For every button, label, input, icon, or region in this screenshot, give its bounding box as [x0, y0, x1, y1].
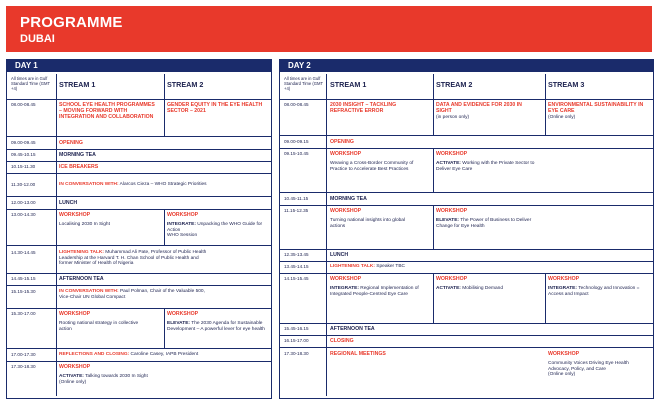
session-line: [330, 264, 530, 270]
time-slot: 15.30-17.00: [11, 311, 36, 316]
session-label: LIGHTENING TALK:: [330, 264, 375, 269]
time-slot: 09.00-09.15: [284, 139, 309, 144]
time-slot: 08.00-08.45: [284, 102, 309, 107]
day1-panel: [6, 59, 272, 399]
session-keyword: ACTIVATE:: [436, 286, 461, 291]
time-slot: 12.00-13.00: [11, 200, 36, 205]
workshop-label: WORKSHOP: [436, 276, 468, 282]
time-slot: 09.15-10.45: [284, 151, 309, 156]
session-text: Technology and Innovation = Access and Impact: [548, 286, 640, 297]
session-line: [59, 289, 209, 300]
time-slot: 17.00-17.30: [11, 352, 36, 357]
session-line: [59, 182, 264, 188]
session-label: IN CONVERSATION WITH:: [59, 182, 119, 187]
break-label: LUNCH: [59, 200, 78, 206]
session-note: WHO Session: [167, 233, 198, 239]
time-slot: 16.15-17.00: [284, 338, 309, 343]
break-label: MORNING TEA: [59, 152, 96, 158]
session-detail: Speaker TBC: [374, 264, 405, 269]
session-text: The Power of Business to Deliver Change for Eye Health: [436, 218, 532, 229]
session-text: The 2030 Agenda for Sustainable Development – A powerful lever for eye health: [167, 321, 265, 332]
session-detail: Rooting national strategy in collective action: [59, 321, 139, 332]
session-title: 2030 INSIGHT – TACKLING REFRACTIVE ERROR: [330, 102, 397, 114]
time-slot: 11.15-12.35: [284, 208, 309, 213]
session-keyword: ACTIVATE:: [436, 161, 461, 166]
workshop-label: WORKSHOP: [436, 208, 468, 214]
session-text: Unpacking the WHO Guide for Action: [167, 222, 263, 233]
time-slot: 17.30-18.30: [11, 364, 36, 369]
session-detail: Weaving a Cross-Border Community of Practice to Accelerate Best Practices: [330, 161, 414, 172]
session-label: LIGHTENING TALK:: [59, 250, 104, 255]
workshop-label: WORKSHOP: [59, 311, 91, 317]
time-slot: 13.00-14.30: [11, 212, 36, 217]
session-title: ENVIRONMENTAL SUSTAINABILITY IN EYE CARE: [548, 102, 644, 114]
regional-meetings-label: REGIONAL MEETINGS: [330, 351, 386, 357]
day1-stream2-heading: STREAM 2: [167, 80, 204, 89]
time-slot: 10.45-11.15: [284, 196, 309, 201]
workshop-label: WORKSHOP: [167, 311, 199, 317]
session-keyword: INTEGRATE:: [167, 222, 196, 227]
session-note: (Online only): [548, 372, 576, 378]
session-note: (Online only): [548, 115, 576, 120]
time-slot: 14.15-15.45: [284, 276, 309, 281]
session-keyword: ACTIVATE:: [59, 374, 84, 379]
session-label: IN CONVERSATION WITH:: [59, 289, 119, 294]
day1-stream1-heading: STREAM 1: [59, 80, 96, 89]
workshop-label: WORKSHOP: [59, 212, 91, 218]
day2-stream1-heading: STREAM 1: [330, 80, 367, 89]
opening-label: OPENING: [330, 139, 354, 145]
break-label: LUNCH: [330, 252, 349, 258]
workshop-label: WORKSHOP: [330, 208, 362, 214]
time-slot: 15.15-15.30: [11, 289, 36, 294]
time-slot: 14.30-14.45: [11, 250, 36, 255]
break-label: MORNING TEA: [330, 196, 367, 202]
session-keyword: ELEVATE:: [436, 218, 460, 223]
workshop-label: WORKSHOP: [436, 151, 468, 157]
time-slot: 14.45-15.15: [11, 276, 36, 281]
workshop-label: WORKSHOP: [548, 351, 580, 357]
break-label: AFTERNOON TEA: [330, 326, 375, 332]
session-text: Regional Implementation of Integrated People-Centred Eye Care: [330, 286, 419, 297]
session-detail: Paul Polman, Chair of the Valuable 500, Vice-Chair UN Global Compact: [59, 289, 205, 300]
break-label: AFTERNOON TEA: [59, 276, 104, 282]
session-detail: [436, 286, 536, 292]
session-detail: [548, 361, 648, 378]
session-keyword: ELEVATE:: [167, 321, 191, 326]
opening-label: OPENING: [59, 140, 83, 146]
day2-panel: [279, 59, 654, 399]
session-line: [59, 352, 264, 358]
day2-stream2-heading: STREAM 2: [436, 80, 473, 89]
session-line: [59, 250, 209, 267]
session-detail: Turning national insights into global actions: [330, 218, 406, 229]
time-slot: 13.45-14.15: [284, 264, 309, 269]
workshop-label: WORKSHOP: [330, 276, 362, 282]
session-detail: [436, 218, 536, 229]
time-slot: 15.45-16.15: [284, 326, 309, 331]
session-title: GENDER EQUITY IN THE EYE HEALTH SECTOR – 2021: [167, 102, 263, 114]
session-note: (in person only): [436, 115, 470, 120]
time-slot: 11.30-12.00: [11, 182, 36, 187]
location-subtitle: DUBAI: [20, 33, 55, 45]
workshop-label: WORKSHOP: [548, 276, 580, 282]
session-detail: Localising 2030 In Sight: [59, 222, 110, 227]
time-slot: 09.45-10.15: [11, 152, 36, 157]
session-title: DATA AND EVIDENCE FOR 2030 IN SIGHT: [436, 102, 522, 114]
programme-title: PROGRAMME: [20, 14, 123, 31]
session-label: REFLECTIONS AND CLOSING:: [59, 352, 130, 357]
session-keyword: INTEGRATE:: [330, 286, 359, 291]
session-detail: [167, 321, 265, 332]
session-text: Mobilising Demand: [460, 286, 504, 291]
workshop-label: WORKSHOP: [59, 364, 91, 370]
workshop-label: WORKSHOP: [330, 151, 362, 157]
session-keyword: INTEGRATE:: [548, 286, 577, 291]
session-detail: Caroline Casey, IAPB President: [129, 352, 199, 357]
session-detail: Alarcos Cieza – WHO Strategic Priorities: [118, 182, 207, 187]
session-detail: [548, 286, 648, 297]
session-detail: [59, 374, 159, 385]
time-slot: 08.00-08.45: [11, 102, 36, 107]
time-slot: 17.30-18.30: [284, 351, 309, 356]
time-slot: 12.35-13.45: [284, 252, 309, 257]
session-label: ICE BREAKERS: [59, 164, 99, 170]
tz-note: All times are in Gulf Standard Time (GMT +4): [11, 76, 51, 91]
workshop-label: WORKSHOP: [167, 212, 199, 218]
day2-header: DAY 2: [280, 60, 653, 72]
programme-banner: [6, 6, 652, 52]
session-detail: [436, 161, 536, 172]
session-title: SCHOOL EYE HEALTH PROGRAMMES – MOVING FORWARD WITH INTEGRATION AND COLLABORATION: [59, 102, 155, 120]
session-note: (Online only): [59, 379, 87, 385]
session-detail: [167, 222, 265, 239]
session-text: Community Voices Driving Eye Health Advocacy, Policy, and Care: [548, 361, 629, 372]
closing-label: CLOSING: [330, 338, 354, 344]
time-slot: 09.00-09.45: [11, 140, 36, 145]
session-text: Working with the Private Sector to Deliver Eye Care: [436, 161, 535, 172]
session-text: Talking towards 2030 In Sight: [83, 374, 148, 379]
session-detail: Muhammad Ali Pate, Professor of Public Health Leadership at the Harvard T. H. Chan School of Public Health and former Minister of Health of Nigeria: [59, 250, 207, 267]
time-slot: 10.15-11.30: [11, 164, 36, 169]
session-detail: [330, 286, 428, 297]
day2-stream3-heading: STREAM 3: [548, 80, 585, 89]
tz-note: All times are in Gulf Standard Time (GMT +4): [284, 76, 324, 91]
day1-header: DAY 1: [7, 60, 271, 72]
